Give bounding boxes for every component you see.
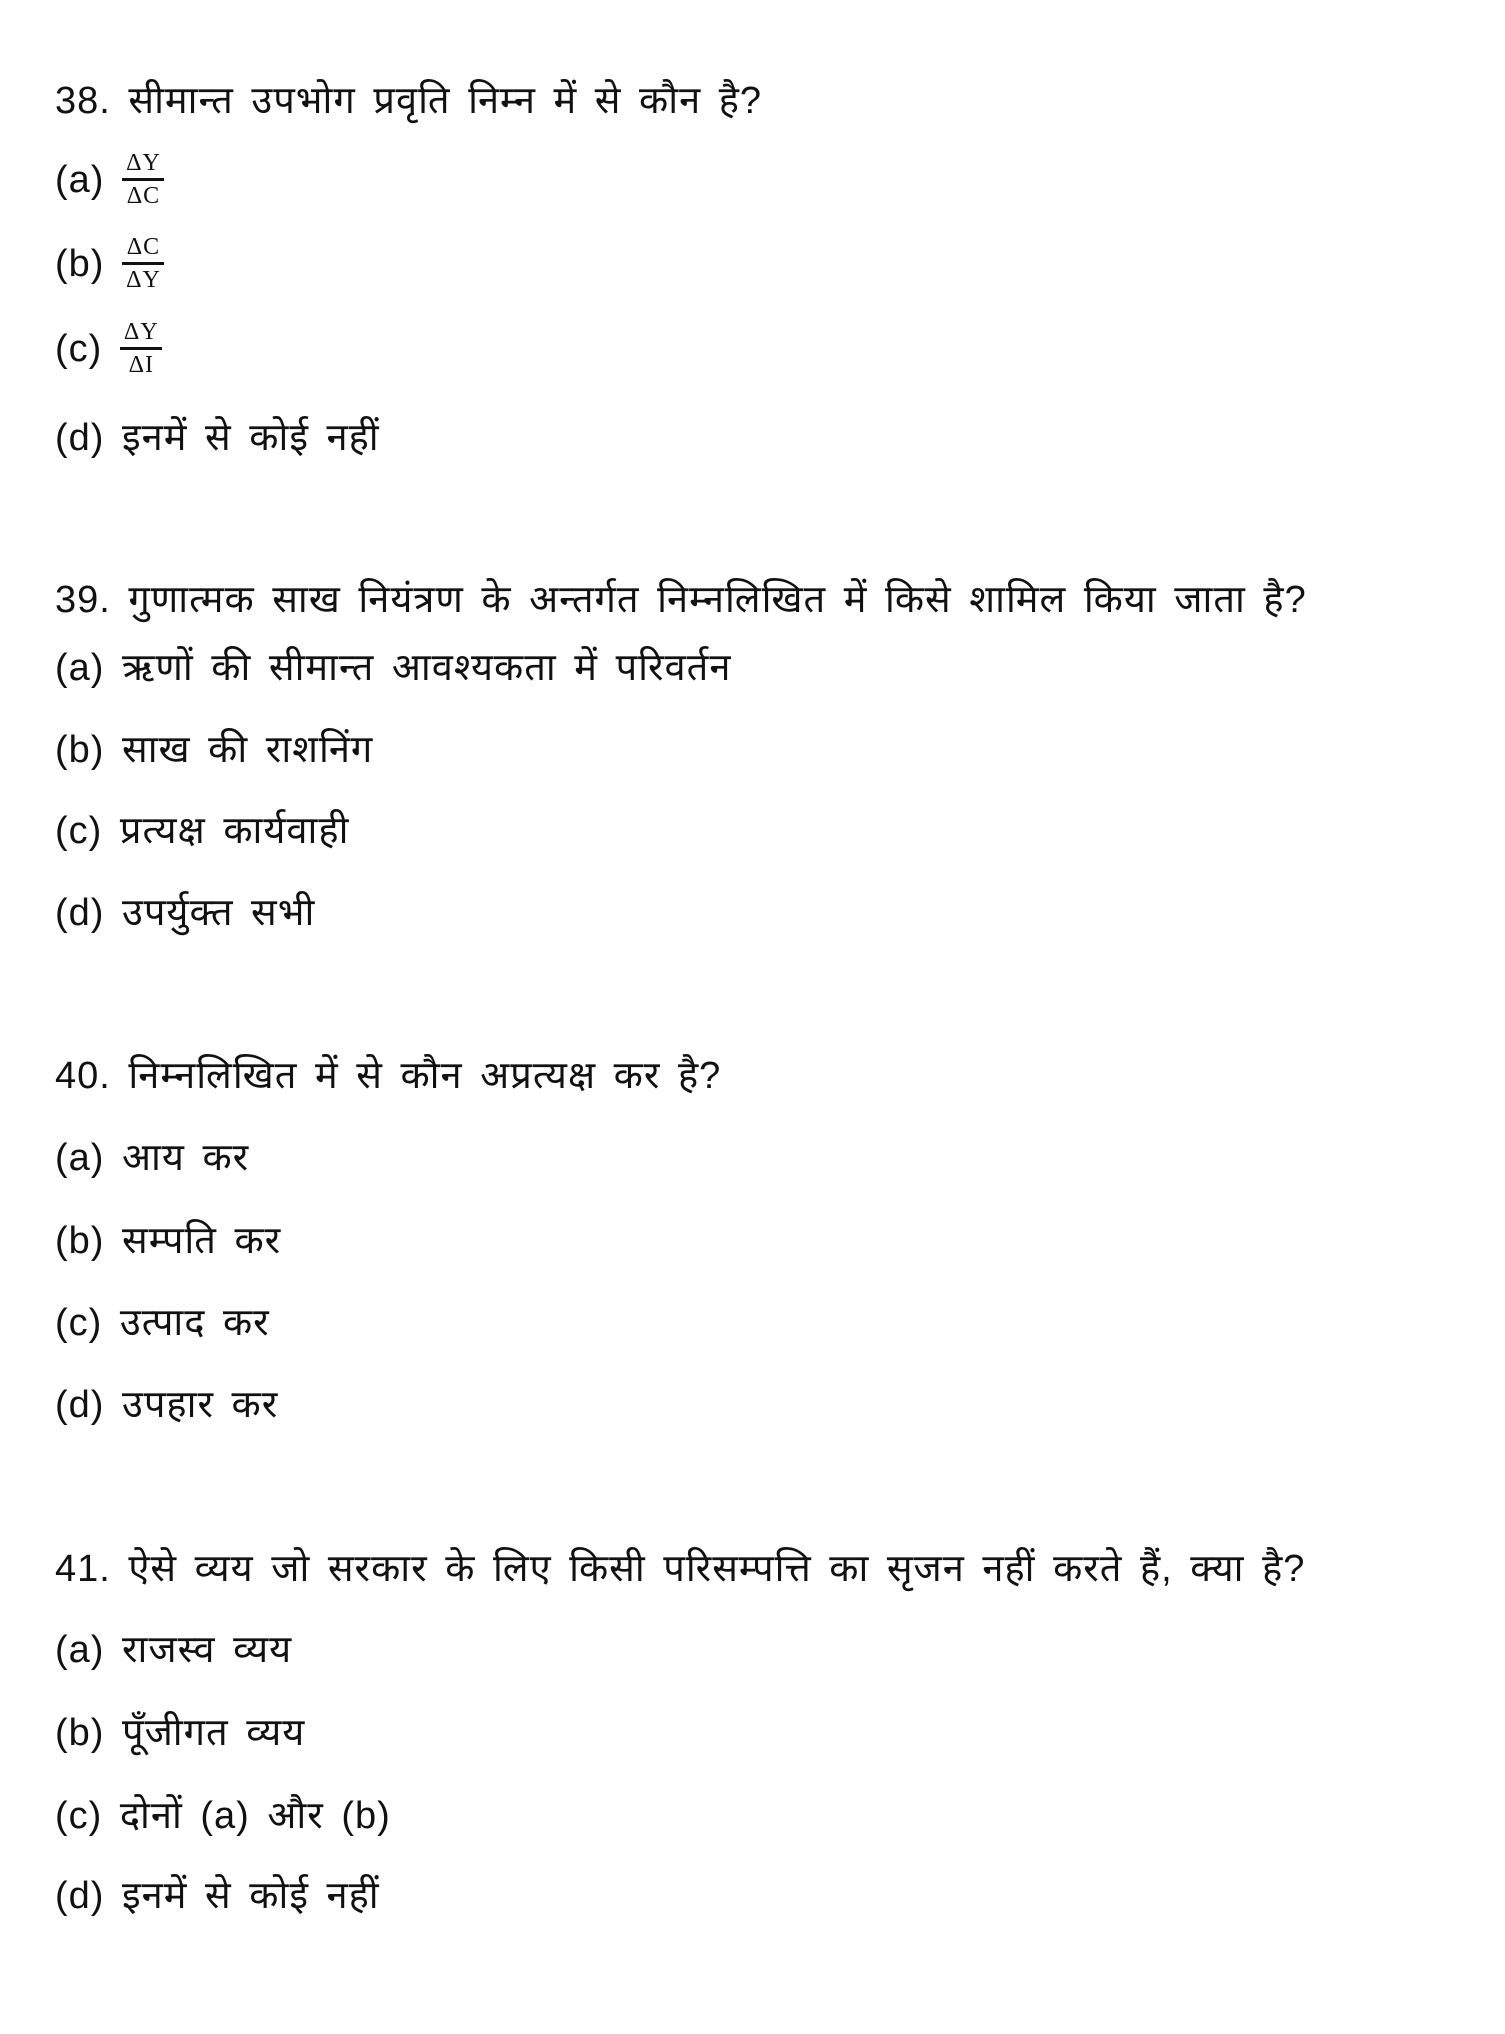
option-label: (c) <box>55 1302 103 1344</box>
option-label: (b) <box>55 242 105 285</box>
option-41-a[interactable] <box>55 1627 292 1673</box>
option-label: (a) <box>55 158 105 201</box>
option-text: सम्पति कर <box>122 1220 282 1262</box>
option-41-b[interactable] <box>55 1710 305 1756</box>
option-text: दोनों (a) और (b) <box>119 1795 391 1837</box>
option-label: (c) <box>55 327 103 370</box>
option-text: आय कर <box>122 1137 250 1179</box>
option-text: उपर्युक्त सभी <box>122 892 316 934</box>
question-39: 39. गुणात्मक साख नियंत्रण के अन्तर्गत निम्नलिखित में किसे शामिल किया जाता है? <box>55 579 1307 621</box>
option-label: (a) <box>55 1629 105 1671</box>
option-label: (b) <box>55 1220 105 1262</box>
option-text: साख की राशनिंग <box>122 729 374 771</box>
fraction-bar <box>120 347 162 350</box>
numerator: ΔC <box>126 234 161 260</box>
fraction-bar <box>122 262 164 265</box>
option-text: इनमें से कोई नहीं <box>122 417 380 459</box>
option-41-d[interactable] <box>55 1873 380 1919</box>
numerator: ΔY <box>126 150 161 176</box>
fraction-bar <box>122 178 164 181</box>
option-label: (c) <box>55 810 103 852</box>
numerator: ΔY <box>123 319 159 345</box>
option-38-c[interactable] <box>55 319 162 378</box>
option-40-b[interactable] <box>55 1218 281 1264</box>
denominator: ΔY <box>126 267 161 293</box>
option-text: पूँजीगत व्यय <box>122 1712 306 1754</box>
option-39-c[interactable] <box>55 808 349 854</box>
denominator: ΔI <box>128 352 155 378</box>
question-41: 41. ऐसे व्यय जो सरकार के लिए किसी परिसम्पत्ति का सृजन नहीं करते हैं, क्या है? <box>55 1548 1306 1590</box>
option-text: उपहार कर <box>122 1384 279 1426</box>
option-text: राजस्व व्यय <box>122 1629 293 1671</box>
option-text: उत्पाद कर <box>119 1302 270 1344</box>
option-label: (d) <box>55 1384 105 1426</box>
option-label: (d) <box>55 1875 105 1917</box>
option-39-a[interactable] <box>55 645 731 691</box>
option-38-d[interactable] <box>55 415 380 461</box>
option-text: प्रत्यक्ष कार्यवाही <box>119 810 350 852</box>
question-40: 40. निम्नलिखित में से कौन अप्रत्यक्ष कर है? <box>55 1055 722 1097</box>
option-40-a[interactable] <box>55 1135 249 1181</box>
option-39-d[interactable] <box>55 890 315 936</box>
fraction <box>122 234 164 293</box>
option-39-b[interactable] <box>55 727 373 773</box>
fraction <box>122 150 164 209</box>
option-label: (b) <box>55 1712 105 1754</box>
fraction <box>120 319 162 378</box>
option-label: (b) <box>55 729 105 771</box>
option-label: (c) <box>55 1795 103 1837</box>
option-38-b[interactable] <box>55 234 164 293</box>
option-40-d[interactable] <box>55 1382 278 1428</box>
option-label: (a) <box>55 1137 105 1179</box>
option-label: (a) <box>55 647 105 689</box>
option-text: इनमें से कोई नहीं <box>122 1875 380 1917</box>
option-label: (d) <box>55 892 105 934</box>
option-40-c[interactable] <box>55 1300 270 1346</box>
option-38-a[interactable] <box>55 150 164 209</box>
question-38: 38. सीमान्त उपभोग प्रवृति निम्न में से कौन है? <box>55 80 763 122</box>
option-label: (d) <box>55 417 105 459</box>
denominator: ΔC <box>126 183 161 209</box>
option-41-c[interactable] <box>55 1793 391 1839</box>
option-text: ऋणों की सीमान्त आवश्यकता में परिवर्तन <box>122 647 732 689</box>
